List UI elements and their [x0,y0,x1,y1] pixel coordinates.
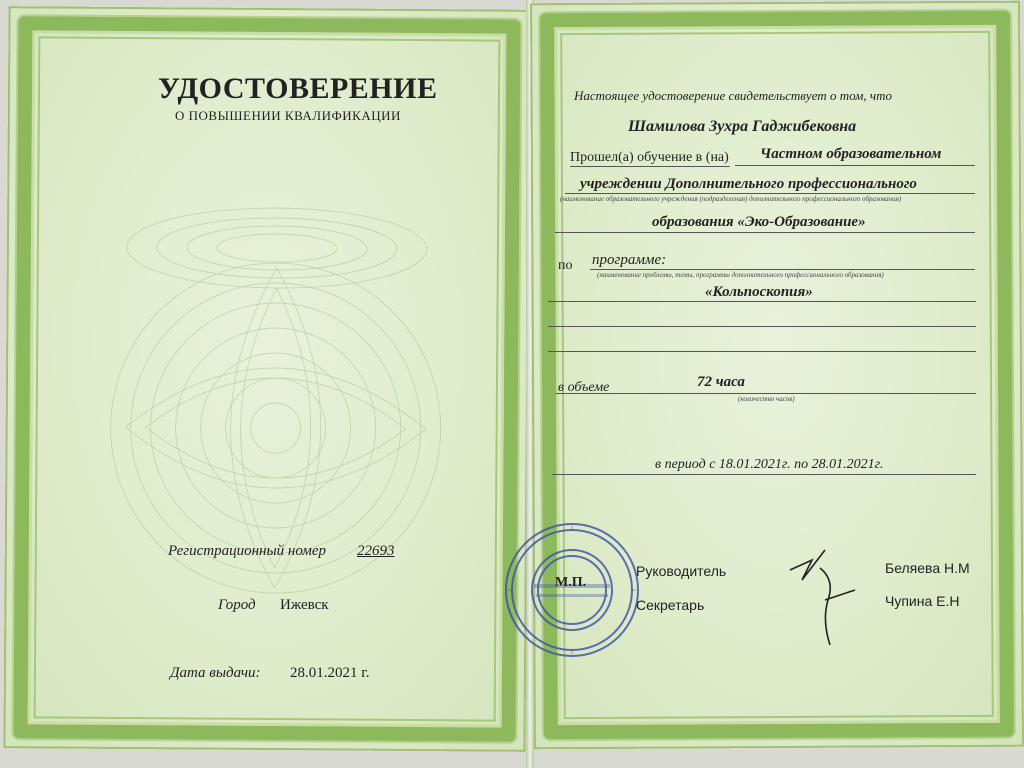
org-line-3: образования «Эко-Образование» [652,214,866,230]
intro-text: Настоящее удостоверение свидетельствует о том, что [574,88,892,103]
city-label: Город [218,597,256,613]
holder-name: Шамилова Зухра Гаджибековна [628,118,857,135]
reg-number-label: Регистрационный номер [168,543,327,559]
seal-mark: М.П. [555,575,587,590]
program-name: «Кольпоскопия» [705,284,813,300]
issue-date-label: Дата выдачи: [170,665,261,681]
certificate-subtitle: О ПОВЫШЕНИИ КВАЛИФИКАЦИИ [175,108,401,123]
org-line-2: учреждении Дополнительного профессионального [580,176,917,192]
training-period: в период с 18.01.2021г. по 28.01.2021г. [655,457,884,472]
volume-label: в объеме [558,380,610,395]
reg-number-value: 22693 [357,543,395,559]
issue-date-value: 28.01.2021 г. [290,665,370,681]
head-signature [780,540,870,650]
secretary-name: Чупина Е.Н [885,593,960,609]
program-label: программе: [592,252,667,268]
head-label: Руководитель [636,563,727,579]
city-value: Ижевск [280,597,329,613]
secretary-label: Секретарь [636,597,705,613]
program-hint: (наименование проблемы, темы, программы дополнительного профессионального образования) [597,271,884,279]
trained-label: Прошел(а) обучение в (на) [570,150,729,165]
org-hint: (наименование образовательного учреждения (подразделения) дополнительного профессионального образования) [560,195,902,203]
certificate-title: УДОСТОВЕРЕНИЕ [158,72,438,105]
volume-hint: (количество часов) [738,395,795,403]
volume-value: 72 часа [697,374,745,390]
org-line-1: Частном образовательном [760,146,942,162]
program-by-label: по [558,258,573,273]
head-name: Беляева Н.М [885,560,970,576]
